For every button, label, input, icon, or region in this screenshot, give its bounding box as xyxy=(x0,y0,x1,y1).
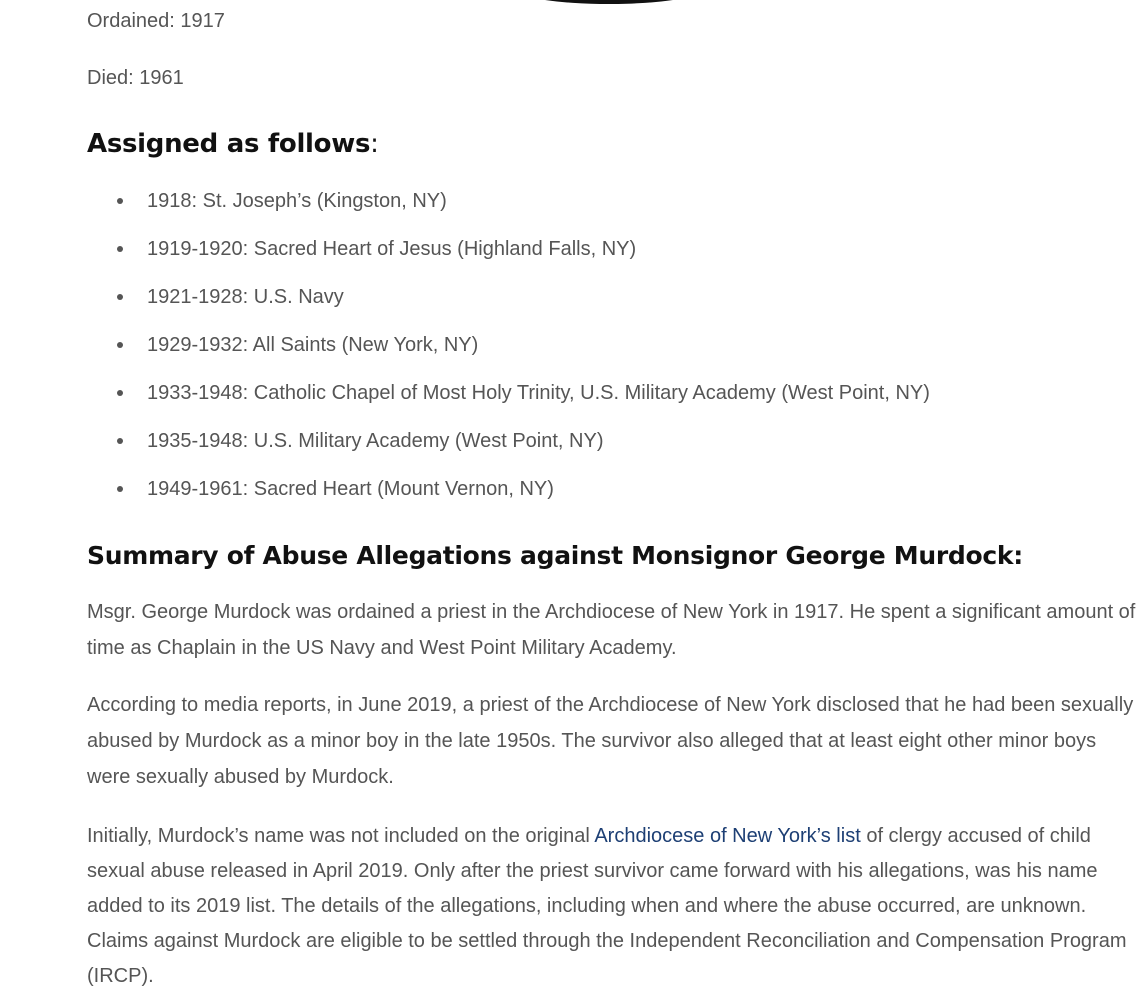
assignment-text: 1935-1948: U.S. Military Academy (West Point, NY) xyxy=(147,430,604,452)
summary-paragraph-3 xyxy=(87,819,1139,994)
summary-heading: Summary of Abuse Allegations against Monsignor George Murdock: xyxy=(87,541,1023,570)
list-item xyxy=(87,178,930,226)
assignment-text: 1929-1932: All Saints (New York, NY) xyxy=(147,334,479,356)
assignment-text: 1949-1961: Sacred Heart (Mount Vernon, NY) xyxy=(147,478,554,500)
bullet-icon xyxy=(117,438,123,444)
bullet-icon xyxy=(117,390,123,396)
list-item xyxy=(87,226,930,274)
assignments-heading-text: Assigned as follows xyxy=(87,129,371,159)
assignments-heading xyxy=(87,124,379,164)
bullet-icon xyxy=(117,486,123,492)
bullet-icon xyxy=(117,342,123,348)
list-item xyxy=(87,274,930,322)
assignment-text: 1933-1948: Catholic Chapel of Most Holy Trinity, U.S. Military Academy (West Point, NY) xyxy=(147,382,930,404)
profile-photo-edge xyxy=(515,0,703,4)
assignments-list xyxy=(87,178,930,514)
ordained-year: Ordained: 1917 xyxy=(87,10,225,32)
died-year: Died: 1961 xyxy=(87,67,184,89)
list-item xyxy=(87,322,930,370)
bullet-icon xyxy=(117,198,123,204)
assignment-text: 1921-1928: U.S. Navy xyxy=(147,286,344,308)
paragraph-3-text-before: Initially, Murdock’s name was not included on the original xyxy=(87,825,595,847)
list-item xyxy=(87,370,930,418)
list-item xyxy=(87,418,930,466)
bullet-icon xyxy=(117,294,123,300)
summary-paragraph-2: According to media reports, in June 2019, a priest of the Archdiocese of New York disclosed that he had been sexually abused by Murdock as a minor boy in the late 1950s. The survivor also alleged that at least eight other minor boys were sexually abused by Murdock. xyxy=(87,694,1134,788)
archdiocese-list-link[interactable]: Archdiocese of New York’s list xyxy=(594,825,861,847)
paragraph-3-text-after: of clergy accused of child sexual abuse released in April 2019. Only after the priest survivor came forward with his allegations, was his name added to its 2019 list. The details of the allegations, including when and where the abuse occurred, are unknown. Claims against Murdock are eligible to be settled through the Independent Reconciliation and Compensation Program (IRCP). xyxy=(87,825,1127,987)
assignment-text: 1919-1920: Sacred Heart of Jesus (Highland Falls, NY) xyxy=(147,238,637,260)
bullet-icon xyxy=(117,246,123,252)
assignments-heading-colon: : xyxy=(370,129,379,159)
list-item xyxy=(87,466,930,514)
summary-paragraph-1: Msgr. George Murdock was ordained a priest in the Archdiocese of New York in 1917. He spent a significant amount of time as Chaplain in the US Navy and West Point Military Academy. xyxy=(87,601,1136,659)
assignment-text: 1918: St. Joseph’s (Kingston, NY) xyxy=(147,190,447,212)
